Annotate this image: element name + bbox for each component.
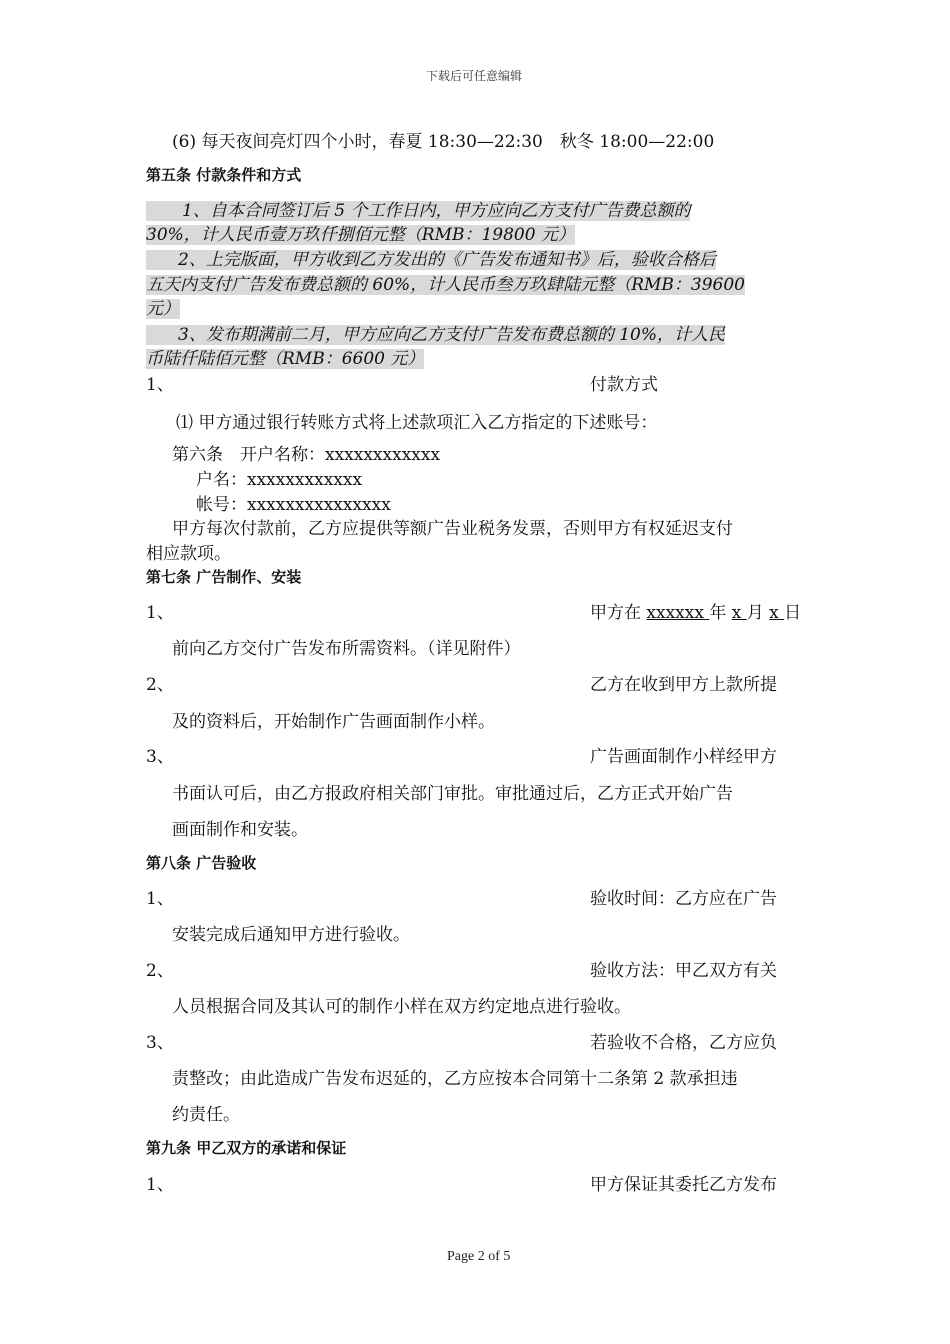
art5-p3a: 3、发布期满前二月，甲方应向乙方支付广告发布费总额的 10%，计人民 — [146, 320, 725, 345]
art9-item1-number: 1、 — [146, 1175, 174, 1195]
art7-item1-right: 甲方在 xxxxxx 年 x 月 x 日 — [590, 603, 802, 623]
art7-item1-number: 1、 — [146, 603, 174, 623]
page-footer: Page 2 of 5 — [447, 1249, 511, 1264]
art8-item1-right: 验收时间：乙方应在广告 — [590, 889, 777, 909]
art8-item2-cont: 人员根据合同及其认可的制作小样在双方约定地点进行验收。 — [172, 997, 631, 1017]
art5-item-text: 付款方式 — [590, 375, 658, 395]
art5-p2b: 五天内支付广告发布费总额的 60%，计人民币叁万玖肆陆元整（RMB：39600 — [146, 275, 745, 295]
art5-item-number: 1、 — [146, 375, 174, 395]
art8-item2-right: 验收方法：甲乙双方有关 — [590, 961, 777, 981]
line-6: (6) 每天夜间亮灯四个小时，春夏 18:30—22:30 秋冬 18:00—22:00 — [172, 132, 715, 152]
bank-transfer-line: ⑴ 甲方通过银行转账方式将上述款项汇入乙方指定的下述账号： — [176, 413, 658, 433]
art5-p3b: 币陆仟陆佰元整（RMB：6600 元） — [146, 349, 425, 369]
art8-item3-cont-a: 责整改；由此造成广告发布迟延的，乙方应按本合同第十二条第 2 款承担违 — [172, 1069, 738, 1089]
page-header: 下载后可任意编辑 — [426, 69, 523, 83]
article-9-title: 第九条 甲乙双方的承诺和保证 — [146, 1139, 347, 1157]
art5-p1b: 30%，计人民币壹万玖仟捌佰元整（RMB：19800 元） — [146, 225, 575, 245]
article-7-title: 第七条 广告制作、安装 — [146, 568, 302, 586]
art8-item3-cont-b: 约责任。 — [172, 1105, 240, 1125]
art5-p2c: 元） — [146, 299, 180, 319]
art8-item1-cont: 安装完成后通知甲方进行验收。 — [172, 925, 410, 945]
art7-item2-right: 乙方在收到甲方上款所提 — [590, 675, 777, 695]
art7-item2-number: 2、 — [146, 675, 174, 695]
invoice-line-b: 相应款项。 — [146, 544, 231, 564]
article-5-title: 第五条 付款条件和方式 — [146, 166, 302, 184]
art8-item1-number: 1、 — [146, 889, 174, 909]
art5-p2a: 2、上完版面，甲方收到乙方发出的《广告发布通知书》后，验收合格后 — [146, 245, 716, 270]
art7-item3-number: 3、 — [146, 747, 174, 767]
art8-item2-number: 2、 — [146, 961, 174, 981]
art5-p1a: 1、自本合同签订后 5 个工作日内，甲方应向乙方支付广告费总额的 — [146, 196, 690, 221]
art7-item3-cont-b: 画面制作和安装。 — [172, 820, 308, 840]
art8-item3-number: 3、 — [146, 1033, 174, 1053]
art7-item1-cont: 前向乙方交付广告发布所需资料。（详见附件） — [172, 639, 521, 659]
art7-item2-cont: 及的资料后，开始制作广告画面制作小样。 — [172, 712, 495, 732]
art7-item3-cont-a: 书面认可后，由乙方报政府相关部门审批。审批通过后，乙方正式开始广告 — [172, 784, 733, 804]
invoice-line-a: 甲方每次付款前，乙方应提供等额广告业税务发票，否则甲方有权延迟支付 — [172, 519, 733, 539]
account-name: 户名：xxxxxxxxxxxx — [196, 470, 363, 490]
art9-item1-right: 甲方保证其委托乙方发布 — [590, 1175, 777, 1195]
account-number: 帐号：xxxxxxxxxxxxxxx — [196, 495, 391, 515]
art8-item3-right: 若验收不合格，乙方应负 — [590, 1033, 777, 1053]
article-8-title: 第八条 广告验收 — [146, 854, 257, 872]
art7-item3-right: 广告画面制作小样经甲方 — [590, 747, 777, 767]
account-open-name: 第六条 开户名称：xxxxxxxxxxxx — [172, 445, 441, 465]
